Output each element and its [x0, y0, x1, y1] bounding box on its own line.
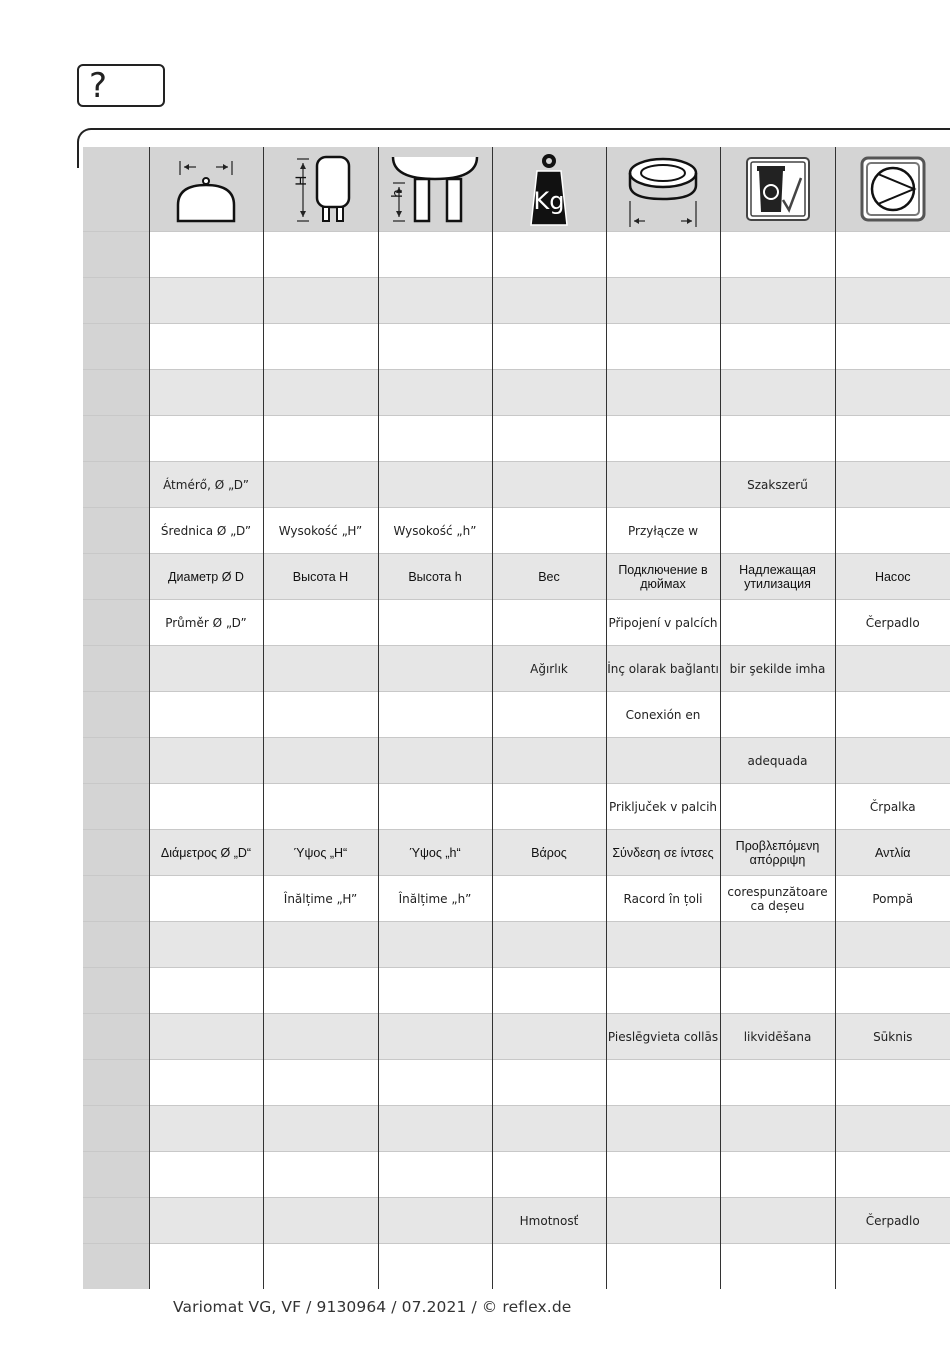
language-cell: [83, 784, 149, 830]
table-cell: [263, 324, 378, 370]
table-cell: [720, 1198, 835, 1244]
table-cell: [492, 1014, 606, 1060]
table-cell: [492, 232, 606, 278]
table-cell: [606, 1106, 720, 1152]
table-cell: [606, 416, 720, 462]
language-cell: [83, 876, 149, 922]
language-cell: [83, 508, 149, 554]
table-cell: [492, 784, 606, 830]
table-row: [83, 508, 950, 554]
table-cell: bir şekilde imha: [720, 646, 835, 692]
table-cell: Надлежащая утилизация: [720, 554, 835, 600]
table-cell: Átmérő, Ø „D”: [149, 462, 263, 508]
table-cell: Racord în țoli: [606, 876, 720, 922]
table-cell: Înălțime „H”: [263, 876, 378, 922]
table-cell: [720, 600, 835, 646]
table-cell: [149, 1014, 263, 1060]
table-row: [83, 278, 950, 324]
table-cell: Ύψος „h“: [378, 830, 492, 876]
question-mark-icon: ?: [89, 66, 108, 106]
table-cell: [378, 784, 492, 830]
table-cell: [378, 1106, 492, 1152]
table-cell: [378, 1060, 492, 1106]
table-cell: [263, 1152, 378, 1198]
connection-inches-icon: [606, 147, 720, 232]
table-cell: Průměr Ø „D”: [149, 600, 263, 646]
table-cell: Насос: [835, 554, 950, 600]
table-cell: [263, 278, 378, 324]
table-cell: [263, 968, 378, 1014]
table-cell: Przyłącze w: [606, 508, 720, 554]
table-cell: [492, 278, 606, 324]
table-cell: [492, 876, 606, 922]
table-row: [83, 1244, 950, 1290]
table-cell: [149, 370, 263, 416]
table-cell: [149, 1060, 263, 1106]
table-cell: [835, 370, 950, 416]
table-row: [83, 738, 950, 784]
table-row: [83, 370, 950, 416]
svg-text:H: H: [293, 175, 310, 186]
language-cell: [83, 1244, 149, 1290]
table-cell: Čerpadlo: [835, 1198, 950, 1244]
footer-text: Variomat VG, VF / 9130964 / 07.2021 / © reflex.de: [173, 1298, 572, 1316]
language-cell: [83, 554, 149, 600]
table-cell: [378, 462, 492, 508]
table-cell: [263, 692, 378, 738]
language-cell: [83, 416, 149, 462]
table-cell: [263, 738, 378, 784]
table-cell: [492, 1060, 606, 1106]
table-cell: Вес: [492, 554, 606, 600]
table-cell: [835, 738, 950, 784]
table-cell: [720, 968, 835, 1014]
table-cell: Wysokość „h”: [378, 508, 492, 554]
table-cell: Подключение в дюймах: [606, 554, 720, 600]
table-cell: [263, 1244, 378, 1290]
header-row: [83, 147, 950, 232]
table-cell: Priključek v palcih: [606, 784, 720, 830]
table-row: [83, 324, 950, 370]
table-cell: [263, 784, 378, 830]
table-cell: Αντλία: [835, 830, 950, 876]
table-cell: Hmotnosť: [492, 1198, 606, 1244]
table-cell: [606, 1152, 720, 1198]
table-cell: Conexión en: [606, 692, 720, 738]
table-cell: [720, 324, 835, 370]
table-cell: [492, 370, 606, 416]
table-cell: [378, 600, 492, 646]
table-cell: [492, 1152, 606, 1198]
table-cell: [492, 462, 606, 508]
table-cell: [378, 1244, 492, 1290]
table-row: [83, 232, 950, 278]
table-cell: [149, 278, 263, 324]
table-cell: [263, 370, 378, 416]
table-cell: [263, 1060, 378, 1106]
height-h-icon: [378, 147, 492, 232]
table-cell: [263, 922, 378, 968]
table-cell: [263, 1106, 378, 1152]
help-box: [77, 64, 165, 107]
table-cell: [606, 232, 720, 278]
language-cell: [83, 232, 149, 278]
table-cell: [835, 922, 950, 968]
table-cell: Înălțime „h”: [378, 876, 492, 922]
language-cell: [83, 370, 149, 416]
table-cell: [835, 324, 950, 370]
table-cell: Szakszerű: [720, 462, 835, 508]
table-cell: [263, 1014, 378, 1060]
table-cell: Sūknis: [835, 1014, 950, 1060]
svg-text:h: h: [390, 189, 406, 198]
table-cell: corespunzătoare ca deșeu: [720, 876, 835, 922]
table-row: [83, 1152, 950, 1198]
table-cell: [149, 324, 263, 370]
table-cell: [835, 1152, 950, 1198]
table-cell: [149, 692, 263, 738]
table-cell: [720, 370, 835, 416]
table-cell: [606, 1198, 720, 1244]
language-cell: [83, 922, 149, 968]
table-cell: [378, 1198, 492, 1244]
table-cell: [149, 232, 263, 278]
table-cell: [378, 738, 492, 784]
table-cell: Διάμετρος Ø „D“: [149, 830, 263, 876]
table-cell: [149, 922, 263, 968]
language-cell: [83, 646, 149, 692]
table-cell: [720, 1244, 835, 1290]
table-cell: [835, 508, 950, 554]
table-cell: [606, 462, 720, 508]
table-cell: [263, 646, 378, 692]
language-cell: [83, 738, 149, 784]
table-cell: [720, 1106, 835, 1152]
translation-table: [83, 147, 950, 1289]
table-cell: [378, 324, 492, 370]
table-cell: [149, 738, 263, 784]
table-cell: [720, 784, 835, 830]
table-cell: Připojení v palcích: [606, 600, 720, 646]
table-cell: [606, 1244, 720, 1290]
table-row: [83, 554, 950, 600]
language-cell: [83, 968, 149, 1014]
table-cell: [149, 968, 263, 1014]
table-cell: [835, 1106, 950, 1152]
svg-text:Kg: Kg: [533, 187, 565, 215]
table-cell: [378, 1014, 492, 1060]
table-cell: Προβλεπόμενη απόρριψη: [720, 830, 835, 876]
table-cell: [492, 692, 606, 738]
table-cell: [835, 232, 950, 278]
disposal-icon: [720, 147, 835, 232]
language-cell: [83, 278, 149, 324]
table-cell: [492, 968, 606, 1014]
table-cell: [149, 1152, 263, 1198]
language-cell: [83, 1152, 149, 1198]
table-cell: [720, 232, 835, 278]
table-cell: [378, 232, 492, 278]
table-cell: İnç olarak bağlantı: [606, 646, 720, 692]
table-cell: [835, 692, 950, 738]
table-cell: [835, 1060, 950, 1106]
language-cell: [83, 462, 149, 508]
table-row: [83, 692, 950, 738]
table-cell: [720, 922, 835, 968]
pump-icon: [835, 147, 950, 232]
table-cell: [263, 1198, 378, 1244]
table-row: [83, 1014, 950, 1060]
table-row: [83, 1198, 950, 1244]
table-cell: Σύνδεση σε ίντσες: [606, 830, 720, 876]
table-cell: [378, 278, 492, 324]
table-row: [83, 646, 950, 692]
table-cell: Ağırlık: [492, 646, 606, 692]
table-cell: [149, 1106, 263, 1152]
language-cell: [83, 600, 149, 646]
table-cell: [149, 784, 263, 830]
table-cell: [606, 1060, 720, 1106]
table-cell: [149, 646, 263, 692]
table-cell: [606, 968, 720, 1014]
diameter-icon: [149, 147, 263, 232]
table-row: [83, 1106, 950, 1152]
table-cell: [378, 692, 492, 738]
table-row: [83, 968, 950, 1014]
weight-kg-icon: [492, 147, 606, 232]
table-cell: Pompă: [835, 876, 950, 922]
table-cell: [720, 508, 835, 554]
table-cell: [720, 1152, 835, 1198]
table-cell: [378, 968, 492, 1014]
table-cell: [263, 416, 378, 462]
table-cell: Črpalka: [835, 784, 950, 830]
table-cell: [149, 876, 263, 922]
table-cell: [492, 600, 606, 646]
table-cell: [378, 646, 492, 692]
table-cell: [492, 416, 606, 462]
table-cell: adequada: [720, 738, 835, 784]
table-cell: [720, 692, 835, 738]
table-cell: [835, 968, 950, 1014]
table-cell: [492, 1106, 606, 1152]
table-cell: [835, 416, 950, 462]
table-cell: [492, 508, 606, 554]
table-cell: Čerpadlo: [835, 600, 950, 646]
table-cell: [492, 738, 606, 784]
table-cell: [492, 922, 606, 968]
language-cell: [83, 324, 149, 370]
table-cell: [720, 278, 835, 324]
table-cell: [720, 1060, 835, 1106]
table-cell: [492, 324, 606, 370]
table-cell: Высота h: [378, 554, 492, 600]
table-row: [83, 830, 950, 876]
table-cell: Βάρος: [492, 830, 606, 876]
table-row: [83, 416, 950, 462]
language-cell: [83, 1106, 149, 1152]
table-cell: Wysokość „H”: [263, 508, 378, 554]
table-cell: Pieslēgvieta collās: [606, 1014, 720, 1060]
language-cell: [83, 1060, 149, 1106]
table-row: [83, 600, 950, 646]
table-cell: [149, 1198, 263, 1244]
table-cell: [492, 1244, 606, 1290]
table-cell: [263, 462, 378, 508]
table-cell: [606, 738, 720, 784]
table-cell: Диаметр Ø D: [149, 554, 263, 600]
table-row: [83, 922, 950, 968]
table-cell: [835, 462, 950, 508]
table-cell: [835, 1244, 950, 1290]
table-cell: [378, 922, 492, 968]
language-column-header: [83, 147, 149, 232]
table-cell: [606, 922, 720, 968]
language-cell: [83, 830, 149, 876]
table-cell: [606, 324, 720, 370]
table-cell: [378, 370, 492, 416]
table-cell: [378, 1152, 492, 1198]
language-cell: [83, 1198, 149, 1244]
height-H-icon: [263, 147, 378, 232]
table-row: [83, 784, 950, 830]
table-cell: [149, 416, 263, 462]
table-cell: [149, 1244, 263, 1290]
table-cell: [835, 278, 950, 324]
table-row: [83, 1060, 950, 1106]
table-cell: [835, 646, 950, 692]
table-cell: [606, 370, 720, 416]
table-cell: [720, 416, 835, 462]
table-cell: [263, 232, 378, 278]
language-cell: [83, 692, 149, 738]
table-row: [83, 876, 950, 922]
table-cell: [606, 278, 720, 324]
table-cell: Ύψος „H“: [263, 830, 378, 876]
language-cell: [83, 1014, 149, 1060]
table-cell: [263, 600, 378, 646]
table-cell: Высота H: [263, 554, 378, 600]
table-cell: [378, 416, 492, 462]
table-cell: likvidēšana: [720, 1014, 835, 1060]
table-cell: Średnica Ø „D”: [149, 508, 263, 554]
table-row: [83, 462, 950, 508]
